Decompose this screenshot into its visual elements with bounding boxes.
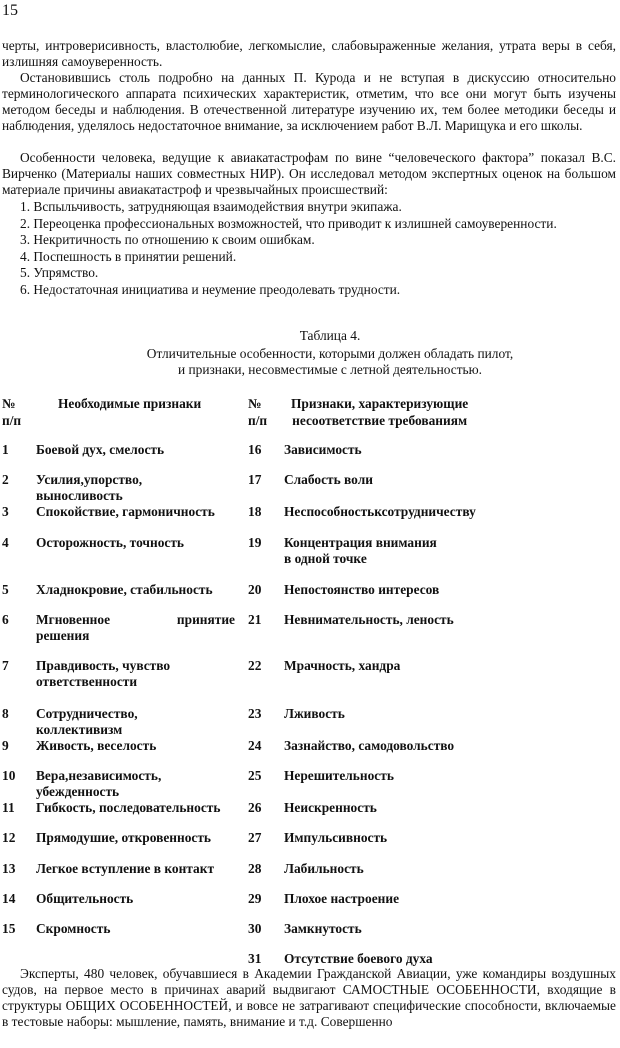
incompatible-trait: Зависимость xyxy=(284,442,362,457)
incompatible-trait: Замкнутость xyxy=(284,921,362,936)
list-item: 1. Вспыльчивость, затрудняющая взаимодействия внутри экипажа. xyxy=(20,199,402,214)
paragraph-experts: Эксперты, 480 человек, обучавшиеся в Академии Гражданской Авиации, уже командиры воздушных судов, на первое место в причинах аварий выдвигают САМОСТНЫЕ ОСОБЕННОСТИ, входящие в структуры ОБЩИХ ОСОБЕННОСТЕЙ, и вовсе не затрагивают специфические способности, включаемые в тестовые наборы: мышление, память, внимание и т.д. Совершенно xyxy=(2,966,616,1029)
page-number: 15 xyxy=(2,2,18,19)
row-number: 18 xyxy=(248,504,262,519)
accident-causes-list xyxy=(20,199,557,298)
row-number: 3 xyxy=(2,504,9,519)
required-trait: Скромность xyxy=(36,921,111,936)
row-number: 9 xyxy=(2,738,9,753)
incompatible-trait: Импульсивность xyxy=(284,830,388,845)
row-number: 28 xyxy=(248,861,262,876)
row-number: 31 xyxy=(248,951,262,966)
row-number: 2 xyxy=(2,472,9,487)
list-item: 5. Упрямство. xyxy=(20,265,99,280)
row-number: 17 xyxy=(248,472,262,487)
incompatible-trait: Неспособностьксотрудничеству xyxy=(284,504,476,519)
required-trait: Правдивость, чувство ответственности xyxy=(36,658,171,689)
row-number: 26 xyxy=(248,800,262,815)
row-number: 24 xyxy=(248,738,262,753)
row-number: 10 xyxy=(2,768,16,783)
row-number: 30 xyxy=(248,921,262,936)
paragraph-virchenko: Особенности человека, ведущие к авиакатастрофам по вине “человеческого фактора” показал В.С. Вирченко (Материалы наших совместных НИР). Он исследовал методом экспертных оценок на большом материале причины авиакатастроф и чрезвычайных происшествий: xyxy=(2,150,616,197)
required-trait: Легкое вступление в контакт xyxy=(36,861,215,876)
row-number: 14 xyxy=(2,891,16,906)
incompatible-trait: Невнимательность, леность xyxy=(284,612,454,627)
row-number: 20 xyxy=(248,582,262,597)
required-trait: Осторожность, точность xyxy=(36,535,184,550)
row-number: 19 xyxy=(248,535,262,550)
row-number: 8 xyxy=(2,706,9,721)
incompatible-trait: Плохое настроение xyxy=(284,891,400,906)
row-number: 7 xyxy=(2,658,9,673)
row-number: 13 xyxy=(2,861,16,876)
incompatible-trait: Неискренность xyxy=(284,800,377,815)
required-trait: Боевой дух, смелость xyxy=(36,442,165,457)
paragraph-traits-ending: черты, интровериcивность, властолюбие, легкомыслие, слабовыраженные желания, утрата веры в себя, излишняя самоуверенность. xyxy=(2,38,616,69)
required-trait: Гибкость, последовательность xyxy=(36,800,221,815)
table-subtitle: Отличительные особенности, которыми должен обладать пилот, xyxy=(146,346,514,361)
row-number: 27 xyxy=(248,830,262,845)
list-item: 2. Переоценка профессиональных возможностей, что приводит к излишней самоуверенности. xyxy=(20,215,557,231)
incompatible-trait: Лабильность xyxy=(284,861,364,876)
row-number: 11 xyxy=(2,800,15,815)
row-number: 4 xyxy=(2,535,9,550)
row-number: 12 xyxy=(2,830,16,845)
incompatible-trait: Зазнайство, самодовольство xyxy=(284,738,455,753)
incompatible-trait: Непостоянство интересов xyxy=(284,582,440,597)
required-trait: Усилия,упорство, выносливость xyxy=(36,472,143,503)
required-trait: Хладнокровие, стабильность xyxy=(36,582,213,597)
row-number: 23 xyxy=(248,706,262,721)
row-number: 16 xyxy=(248,442,262,457)
row-number: 29 xyxy=(248,891,262,906)
paragraph-kuroda: Остановившись столь подробно на данных П. Курода и не вступая в дискуссию относительно терминологического аппарата психических характеристик, отметим, что все они могут быть изучены методом беседы и наблюдения. В отечественной литературе изучению их, тем более методики беседы и наблюдения, уделялось недостаточное внимание, за исключением работ В.Л. Марищука и его школы. xyxy=(2,70,616,133)
header-num: № п/п xyxy=(248,396,268,428)
required-trait: Прямодушие, откровенность xyxy=(36,830,212,845)
required-trait: Мгновенное принятие решения xyxy=(36,612,235,643)
required-trait: Спокойствие, гармоничность xyxy=(36,504,215,519)
table-subtitle: и признаки, несовместимые с летной деятельностью. xyxy=(177,362,483,377)
list-item: 4. Поспешность в принятии решений. xyxy=(20,248,237,264)
incompatible-trait: Концентрация внимания в одной точке xyxy=(284,535,437,566)
list-item: 3. Некритичность по отношению к своим ошибкам. xyxy=(20,232,315,247)
row-number: 22 xyxy=(248,658,262,673)
row-number: 15 xyxy=(2,921,16,936)
row-number: 5 xyxy=(2,582,9,597)
required-trait: Сотрудничество, коллективизм xyxy=(36,706,138,737)
incompatible-trait: Отсутствие боевого духа xyxy=(284,951,433,966)
incompatible-trait: Нерешительность xyxy=(284,768,394,783)
list-item: 6. Недостаточная инициатива и неумение преодолевать трудности. xyxy=(20,281,401,297)
incompatible-trait: Мрачность, хандра xyxy=(284,658,401,673)
header-incompatible-traits: Признаки, характеризующие несоответствие требованиям xyxy=(291,396,469,428)
required-trait: Общительность xyxy=(36,891,134,906)
row-number: 6 xyxy=(2,612,9,627)
required-trait: Вера,независимость, убежденность xyxy=(36,768,162,799)
incompatible-trait: Лживость xyxy=(284,706,345,721)
header-required-traits: Необходимые признаки xyxy=(58,396,202,411)
header-num: № п/п xyxy=(2,396,22,428)
row-number: 21 xyxy=(248,612,262,627)
row-number: 25 xyxy=(248,768,262,783)
row-number: 1 xyxy=(2,442,9,457)
required-trait: Живость, веселость xyxy=(36,738,157,753)
incompatible-trait: Слабость воли xyxy=(284,472,373,487)
table-title: Таблица 4. xyxy=(299,328,361,343)
